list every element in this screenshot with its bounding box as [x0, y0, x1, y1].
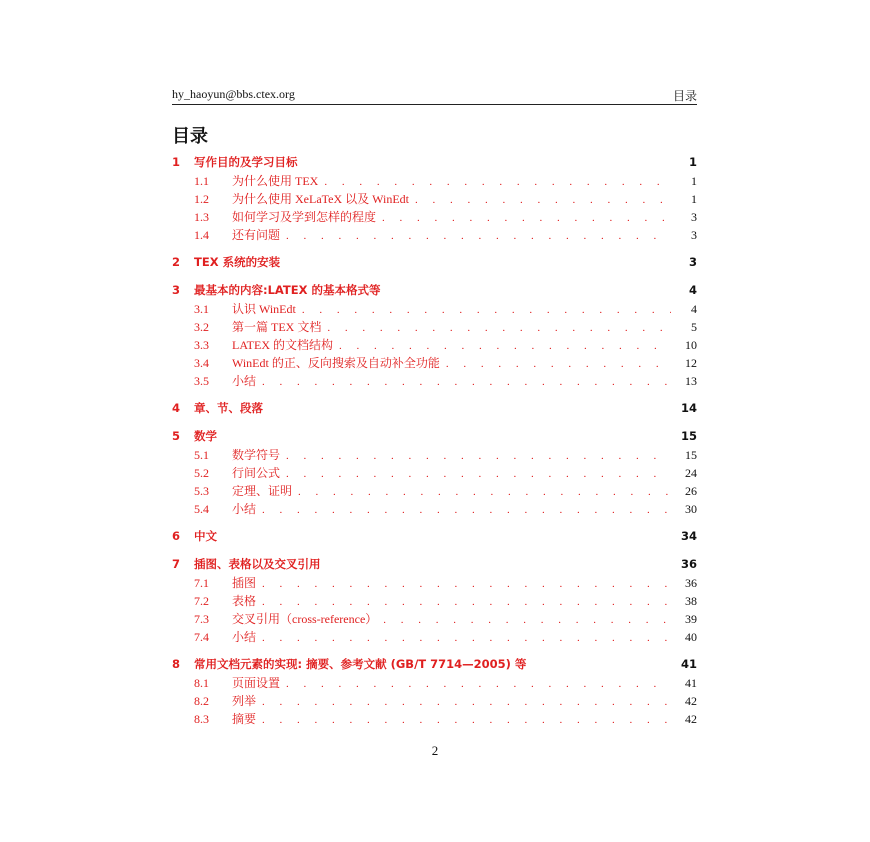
- toc-section-entry[interactable]: [172, 372, 697, 390]
- toc-entry-title: 如何学习及学到怎样的程度: [232, 210, 377, 224]
- toc-entry-title: 数学: [194, 429, 217, 443]
- dot-leader: [302, 304, 671, 316]
- toc-entry-number: 3: [172, 283, 181, 297]
- toc-entry-title: TEX 系统的安装: [194, 255, 281, 269]
- toc-entry-title: 插图、表格以及交叉引用: [194, 557, 321, 571]
- dot-leader: [327, 322, 671, 334]
- toc-entry-title: 中文: [194, 529, 217, 543]
- toc-entry-title: 为什么使用 TEX: [232, 174, 319, 188]
- toc-section-entry[interactable]: [172, 336, 697, 354]
- header-section-title: 目录: [672, 89, 697, 103]
- toc-section-entry[interactable]: [172, 208, 697, 226]
- toc-entry-page: 15: [685, 448, 697, 462]
- toc-entry-page: 14: [680, 401, 697, 415]
- toc-entry-title: 小结: [232, 630, 257, 644]
- page-title: 目录: [172, 126, 208, 147]
- page-number: 2: [431, 743, 439, 758]
- toc-entry-page: 39: [685, 612, 697, 626]
- toc-entry-title: 章、节、段落: [194, 401, 263, 415]
- toc-entry-title: 定理、证明: [232, 484, 293, 498]
- dot-leader: [262, 696, 671, 708]
- toc-section-entry[interactable]: [172, 226, 697, 244]
- toc-entry-page: 10: [685, 338, 697, 352]
- toc-entry-title: 表格: [232, 594, 257, 608]
- toc-section-entry[interactable]: [172, 500, 697, 518]
- toc-entry-number: 7.3: [194, 612, 209, 626]
- dot-leader: [339, 340, 671, 352]
- dot-leader: [262, 596, 671, 608]
- toc-entry-number: 8.1: [194, 676, 209, 690]
- toc-entry-number: 5.4: [194, 502, 209, 516]
- toc-section-entry[interactable]: [172, 574, 697, 592]
- dot-leader: [262, 504, 671, 516]
- toc-entry-page: 26: [685, 484, 697, 498]
- toc-entry-number: 5.1: [194, 448, 209, 462]
- toc-entry-number: 1.4: [194, 228, 209, 242]
- toc-entry-page: 40: [685, 630, 697, 644]
- toc-entry-number: 8.2: [194, 694, 209, 708]
- toc-entry-title: 最基本的内容:LATEX 的基本格式等: [194, 283, 381, 297]
- toc-section-entry[interactable]: [172, 190, 697, 208]
- toc-entry-number: 2: [172, 255, 181, 269]
- toc-entry-page: 42: [685, 712, 697, 726]
- toc-entry-page: 15: [680, 429, 697, 443]
- toc-section-entry[interactable]: [172, 482, 697, 500]
- dot-leader: [286, 230, 671, 242]
- toc-entry-title: 小结: [232, 502, 257, 516]
- dot-leader: [383, 614, 671, 626]
- toc-entry-number: 7: [172, 557, 181, 571]
- toc-entry-title: 列举: [232, 694, 257, 708]
- toc-entry-title: 插图: [232, 576, 257, 590]
- dot-leader: [286, 678, 671, 690]
- dot-leader: [262, 632, 671, 644]
- toc-entry-page: 4: [688, 283, 697, 297]
- toc-entry-page: 3: [691, 228, 697, 242]
- header-email: hy_haoyun@bbs.ctex.org: [172, 87, 295, 101]
- toc-entry-title: 摘要: [232, 712, 257, 726]
- toc-entry-number: 7.4: [194, 630, 209, 644]
- toc-entry-number: 6: [172, 529, 181, 543]
- toc-entry-page: 12: [685, 356, 697, 370]
- toc-entry-title: 写作目的及学习目标: [194, 155, 298, 169]
- toc-entry-number: 3.3: [194, 338, 209, 352]
- toc-entry-number: 5.2: [194, 466, 209, 480]
- toc-entry-page: 13: [685, 374, 697, 388]
- toc-section-entry[interactable]: [172, 592, 697, 610]
- toc-chapter-entry[interactable]: [172, 400, 697, 418]
- toc-section-entry[interactable]: [172, 354, 697, 372]
- toc-entry-number: 7.1: [194, 576, 209, 590]
- dot-leader: [262, 714, 671, 726]
- dot-leader: [382, 212, 671, 224]
- dot-leader: [298, 486, 671, 498]
- toc-entry-page: 41: [685, 676, 697, 690]
- toc-entry-page: 30: [685, 502, 697, 516]
- toc-entry-title: 第一篇 TEX 文档: [232, 320, 322, 334]
- toc-chapter-entry[interactable]: [172, 254, 697, 272]
- toc-entry-number: 3.5: [194, 374, 209, 388]
- toc-chapter-entry[interactable]: [172, 556, 697, 574]
- toc-entry-number: 5.3: [194, 484, 209, 498]
- dot-leader: [446, 358, 671, 370]
- dot-leader: [324, 176, 671, 188]
- toc-entry-page: 38: [685, 594, 697, 608]
- toc-entry-page: 5: [691, 320, 697, 334]
- toc-section-entry[interactable]: [172, 318, 697, 336]
- toc-section-entry[interactable]: [172, 172, 697, 190]
- toc-section-entry[interactable]: [172, 446, 697, 464]
- toc-entry-page: 42: [685, 694, 697, 708]
- toc-entry-title: 页面设置: [232, 676, 281, 690]
- toc-entry-page: 41: [680, 657, 697, 671]
- toc-section-entry[interactable]: [172, 692, 697, 710]
- toc-entry-number: 1.2: [194, 192, 209, 206]
- dot-leader: [262, 578, 671, 590]
- toc-chapter-entry[interactable]: [172, 282, 697, 300]
- toc-entry-page: 24: [685, 466, 697, 480]
- toc-entry-page: 36: [680, 557, 697, 571]
- toc-entry-title: 小结: [232, 374, 257, 388]
- toc-entry-page: 4: [691, 302, 697, 316]
- toc-chapter-entry[interactable]: [172, 656, 697, 674]
- table-of-contents: [172, 154, 697, 728]
- toc-entry-number: 3.2: [194, 320, 209, 334]
- toc-section-entry[interactable]: [172, 628, 697, 646]
- toc-section-entry[interactable]: [172, 674, 697, 692]
- dot-leader: [286, 450, 671, 462]
- toc-entry-page: 3: [691, 210, 697, 224]
- dot-leader: [262, 376, 671, 388]
- toc-entry-number: 3.4: [194, 356, 209, 370]
- toc-chapter-entry[interactable]: [172, 154, 697, 172]
- toc-section-entry[interactable]: [172, 464, 697, 482]
- running-header: [172, 86, 697, 105]
- toc-entry-title: 行间公式: [232, 466, 281, 480]
- toc-entry-number: 8: [172, 657, 181, 671]
- toc-entry-title: 交叉引用（cross-reference）: [232, 612, 378, 626]
- toc-entry-title: LATEX 的文档结构: [232, 338, 333, 352]
- toc-entry-number: 1.1: [194, 174, 209, 188]
- toc-entry-title: 为什么使用 XeLaTeX 以及 WinEdt: [232, 192, 409, 206]
- toc-entry-page: 34: [680, 529, 697, 543]
- toc-entry-page: 3: [688, 255, 697, 269]
- dot-leader: [286, 468, 671, 480]
- toc-entry-number: 1: [172, 155, 181, 169]
- toc-entry-number: 4: [172, 401, 181, 415]
- toc-entry-number: 7.2: [194, 594, 209, 608]
- toc-entry-title: 还有问题: [232, 228, 281, 242]
- toc-entry-title: 认识 WinEdt: [232, 302, 296, 316]
- toc-entry-title: 常用文档元素的实现: 摘要、参考文献 (GB/T 7714—2005) 等: [194, 657, 527, 671]
- toc-chapter-entry[interactable]: [172, 528, 697, 546]
- toc-entry-page: 36: [685, 576, 697, 590]
- toc-entry-number: 3.1: [194, 302, 209, 316]
- toc-entry-number: 5: [172, 429, 181, 443]
- toc-section-entry[interactable]: [172, 610, 697, 628]
- toc-entry-number: 8.3: [194, 712, 209, 726]
- toc-entry-page: 1: [691, 174, 697, 188]
- toc-entry-page: 1: [691, 192, 697, 206]
- toc-section-entry[interactable]: [172, 300, 697, 318]
- toc-section-entry[interactable]: [172, 710, 697, 728]
- toc-chapter-entry[interactable]: [172, 428, 697, 446]
- toc-entry-number: 1.3: [194, 210, 209, 224]
- toc-entry-page: 1: [688, 155, 697, 169]
- dot-leader: [415, 194, 671, 206]
- toc-entry-title: 数学符号: [232, 448, 281, 462]
- toc-entry-title: WinEdt 的正、反向搜索及自动补全功能: [232, 356, 440, 370]
